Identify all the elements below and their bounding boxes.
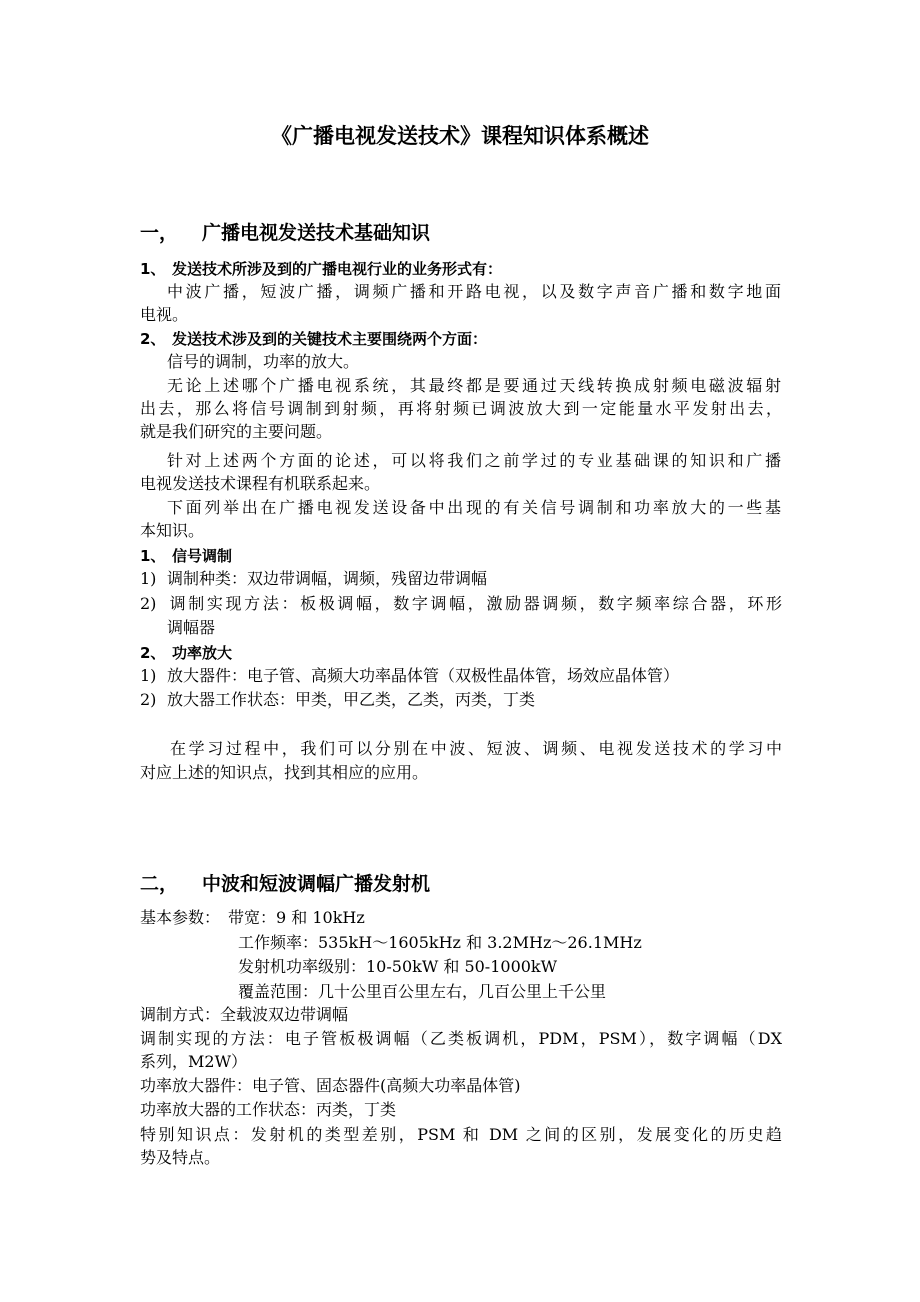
special-line-2: 势及特点。 <box>140 1148 221 1167</box>
section-2-number: 二， <box>140 873 179 895</box>
param-bandwidth: 带宽：9 和 10kHz <box>228 908 365 927</box>
paragraph-1-line-1: 无论上述哪个广播电视系统，其最终都是要通过天线转换成射频电磁波辐射 <box>167 376 781 395</box>
section-2-heading <box>140 871 430 897</box>
section-1-number: 一， <box>140 222 179 244</box>
subsection-2-heading <box>140 642 232 664</box>
amp-state-line: 功率放大器的工作状态：丙类，丁类 <box>140 1100 397 1119</box>
list-item-text: 放大器工作状态：甲类，甲乙类，乙类，丙类，丁类 <box>167 690 536 709</box>
modulation-line: 调制方式：全载波双边带调幅 <box>140 1005 349 1024</box>
question-2-body: 信号的调制，功率的放大。 <box>167 352 360 371</box>
implementation-line-2: 系列，M2W） <box>140 1052 248 1071</box>
paragraph-2-line-2: 电视发送技术课程有机联系起来。 <box>140 474 381 493</box>
list-item <box>140 665 679 687</box>
param-power: 发射机功率级别：10-50kW 和 50-1000kW <box>238 957 558 976</box>
question-1 <box>140 258 502 280</box>
question-2-text: 发送技术涉及到的关键技术主要围绕两个方面： <box>172 330 488 348</box>
param-frequency: 工作频率：535kH～1605kHz 和 3.2MHz～26.1MHz <box>238 933 642 952</box>
section-1-title: 广播电视发送技术基础知识 <box>202 222 431 244</box>
param-coverage: 覆盖范围：几十公里百公里左右，几百公里上千公里 <box>238 982 607 1001</box>
paragraph-1-line-3: 就是我们研究的主要问题。 <box>140 422 333 441</box>
closing-paragraph-line-1: 在学习过程中，我们可以分别在中波、短波、调频、电视发送技术的学习中 <box>170 739 782 758</box>
list-item <box>140 568 487 590</box>
document-title: 《广播电视发送技术》课程知识体系概述 <box>271 124 649 148</box>
section-2-title: 中波和短波调幅广播发射机 <box>202 873 431 895</box>
subsection-1-number: 1、 <box>140 547 166 565</box>
section-1-heading <box>140 220 430 246</box>
paragraph-1-line-2: 出去，那么将信号调制到射频，再将射频已调波放大到一定能量水平发射出去， <box>140 399 782 418</box>
question-1-number: 1、 <box>140 260 166 278</box>
list-item-continuation: 调幅器 <box>167 618 216 637</box>
list-item-number: 2) <box>140 690 157 709</box>
list-item-text: 放大器件：电子管、高频大功率晶体管（双极性晶体管，场效应晶体管） <box>167 666 680 685</box>
question-2 <box>140 328 487 350</box>
question-2-number: 2、 <box>140 330 166 348</box>
amp-devices-line: 功率放大器件：电子管、固态器件(高频大功率晶体管) <box>140 1076 521 1095</box>
special-line-1: 特别知识点：发射机的类型差别，PSM 和 DM 之间的区别，发展变化的历史趋 <box>140 1125 782 1144</box>
list-item-text: 调制种类：双边带调幅，调频，残留边带调幅 <box>167 569 488 588</box>
list-item-number: 1) <box>140 666 157 685</box>
list-item-number: 2) <box>140 594 157 613</box>
question-1-text: 发送技术所涉及到的广播电视行业的业务形式有： <box>172 260 503 278</box>
list-item-number: 1) <box>140 569 157 588</box>
list-item-text: 调制实现方法：板极调幅，数字调幅，激励器调频，数字频率综合器，环形 <box>167 594 782 613</box>
question-1-body-line-2: 电视。 <box>140 305 189 324</box>
params-row <box>140 907 365 929</box>
subsection-1-heading <box>140 545 232 567</box>
params-label: 基本参数： <box>140 908 221 927</box>
paragraph-3-line-1: 下面列举出在广播电视发送设备中出现的有关信号调制和功率放大的一些基 <box>167 498 781 517</box>
paragraph-3-line-2: 本知识。 <box>140 521 205 540</box>
subsection-2-number: 2、 <box>140 644 166 662</box>
question-1-body-line-1: 中波广播，短波广播，调频广播和开路电视，以及数字声音广播和数字地面 <box>167 282 781 301</box>
subsection-1-title: 信号调制 <box>172 547 233 565</box>
closing-paragraph-line-2: 对应上述的知识点，找到其相应的应用。 <box>140 763 429 782</box>
subsection-2-title: 功率放大 <box>172 644 233 662</box>
list-item <box>140 593 782 615</box>
list-item <box>140 689 535 711</box>
paragraph-2-line-1: 针对上述两个方面的论述，可以将我们之前学过的专业基础课的知识和广播 <box>167 451 781 470</box>
implementation-line-1: 调制实现的方法：电子管板极调幅（乙类板调机，PDM，PSM），数字调幅（DX <box>140 1029 782 1048</box>
